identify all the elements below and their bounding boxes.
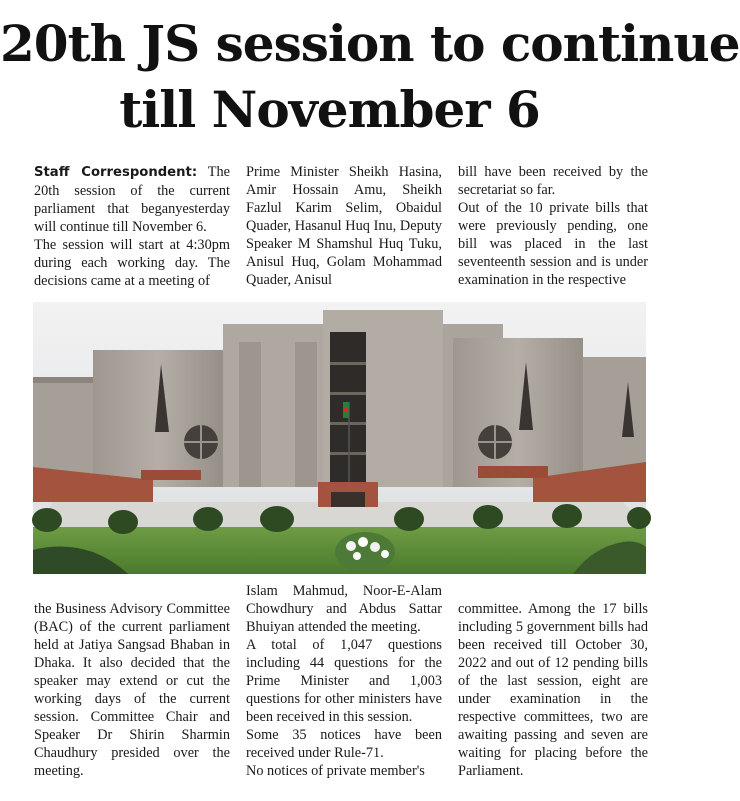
article-paragraph: Islam Mahmud, Noor-E-Alam Chowdhury and Abdus Sattar Bhuiyan attended the meeting.	[246, 583, 442, 635]
article-paragraph: Prime Minister Sheikh Hasina, Amir Hossain Amu, Sheikh Fazlul Karim Selim, Obaidul Quader, Hasanul Huq Inu, Deputy Speaker M Shamshul Huq Tuku, Anisul Huq, Golam Mohammad Quader, Anisul	[246, 164, 442, 288]
article-paragraph: Out of the 10 private bills that were previously pending, one bill was placed in the last seventeenth session and is under examination in the respective	[458, 200, 648, 288]
article-paragraph: the Business Advisory Committee (BAC) of the current parliament held at Jatiya Sangsad Bhaban in Dhaka. It also decided that the speaker may extend or cut the working days of the current session. Committee Chair and Speaker Dr Shirin Sharmin Chaudhury presided over the meeting.	[34, 601, 230, 779]
parliament-building-photo	[33, 302, 646, 574]
article-paragraph: bill have been received by the secretariat so far.	[458, 164, 648, 198]
article-paragraph: The session will start at 4:30pm during each working day. The decisions came at a meeting of	[34, 237, 230, 289]
article-column-1-bottom	[34, 600, 230, 794]
article-column-3-bottom	[458, 600, 648, 794]
article-paragraph: committee. Among the 17 bills including 5 government bills had been received till October 30, 2022 and out of 12 pending bills of the last session, eight are under examination in the respective committees, two are awaiting passing and seven are waiting for placing before the Parliament.	[458, 601, 648, 779]
article-paragraph	[34, 163, 230, 236]
headline-line-1: 20th JS session to continue	[0, 14, 740, 73]
article-paragraph: Some 35 notices have been received under Rule-71.	[246, 727, 442, 761]
article-column-1-top	[34, 163, 230, 289]
article-paragraph: No notices of private member's	[246, 763, 425, 779]
article-column-2-top	[246, 163, 442, 289]
headline-line-2: till November 6	[119, 80, 540, 139]
article-paragraph: A total of 1,047 questions including 44 questions for the Prime Minister and 1,003 questions for other ministers have been received in this session.	[246, 637, 442, 725]
article-text: The 20th session of the current parliament that beganyesterday will continue till November 6.	[34, 164, 230, 235]
byline: Staff Correspondent:	[34, 165, 198, 180]
article-column-2-bottom	[246, 582, 442, 794]
article-column-3-top	[458, 163, 648, 289]
